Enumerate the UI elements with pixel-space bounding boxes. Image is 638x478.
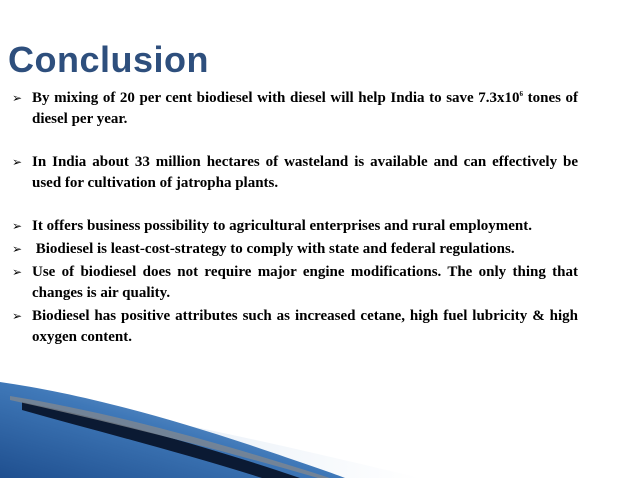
arrow-bullet-icon: ➢ [12, 242, 23, 256]
slide-title: Conclusion [8, 39, 209, 80]
bullet-text: In India about 33 million hectares of wasteland is available and can effectively be used for cultivation of jatropha plants. [32, 154, 578, 191]
arrow-bullet-icon: ➢ [12, 219, 23, 233]
arrow-bullet-icon: ➢ [12, 309, 23, 323]
bullet-item-1 [12, 88, 578, 130]
bullet-item-6 [12, 306, 578, 348]
exponent: 6 [519, 90, 524, 98]
arrow-bullet-icon: ➢ [12, 265, 23, 279]
bullet-list [12, 88, 578, 348]
bullet-item-4 [12, 239, 578, 260]
bullet-text-continued: tones of diesel per year. [32, 90, 579, 127]
bullet-text: Use of biodiesel does not require major engine modifications. The only thing that changes is air quality. [32, 264, 578, 301]
bullet-text: It offers business possibility to agricultural enterprises and rural employment. [32, 218, 532, 234]
bullet-item-3 [12, 216, 578, 237]
bullet-text: Biodiesel has positive attributes such as increased cetane, high fuel lubricity & high oxygen content. [32, 308, 578, 345]
arrow-bullet-icon: ➢ [12, 155, 23, 169]
arrow-bullet-icon: ➢ [12, 91, 23, 105]
bullet-item-5 [12, 262, 578, 304]
bullet-text: Biodiesel is least-cost-strategy to comply with state and federal regulations. [32, 241, 515, 257]
bullet-text: By mixing of 20 per cent biodiesel with diesel will help India to save 7.3x10 [32, 90, 520, 106]
bullet-item-2 [12, 152, 578, 194]
